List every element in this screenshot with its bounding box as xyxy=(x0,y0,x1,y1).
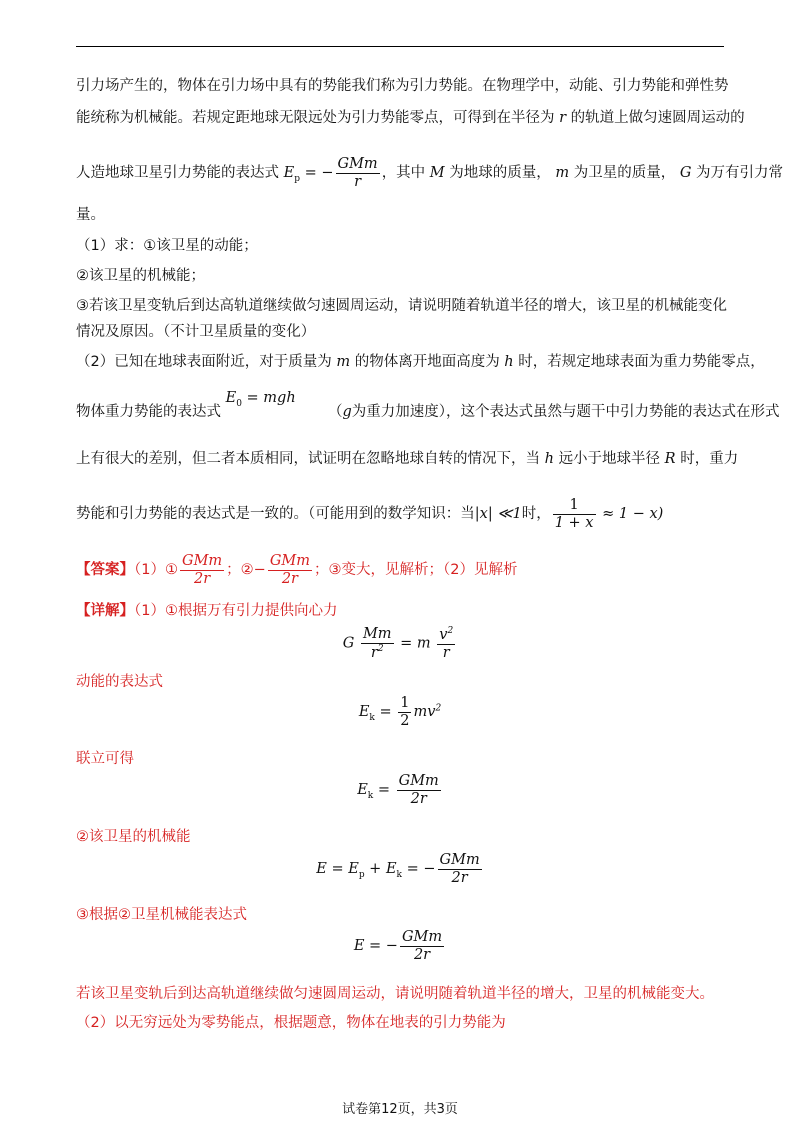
q2-text: 的物体离开地面高度为 xyxy=(354,354,500,370)
q2-line-3: 上有很大的差别，但二者本质相同，试证明在忽略地球自转的情况下，当 h 远小于地球半径 R 时，重力 xyxy=(76,451,739,467)
detail-q2-start xyxy=(76,1013,506,1033)
answer-text: ；③变大，见解析；（2）见解析 xyxy=(314,562,518,579)
gravity-energy-formula: $E_0$ = mgh xyxy=(225,390,296,409)
q2-line-1: （2）已知在地球表面附近，对于质量为 m 的物体离开地面高度为 h 时，若规定地球表面为重力势能零点， xyxy=(76,354,765,370)
q1-text: ②该卫星的机械能； xyxy=(76,268,205,284)
intro-text: 人造地球卫星引力势能的表达式 xyxy=(76,165,279,182)
q1-line-3 xyxy=(76,296,727,316)
q2-line-4 xyxy=(76,497,663,531)
answer-text: ；② xyxy=(226,562,254,579)
detail-text: 联立可得 xyxy=(76,751,134,767)
q2-line-2: 物体重力势能的表达式 $E_0$ = mgh （g为重力加速度），这个表达式虽然与题干中引力势能的表达式在形式 xyxy=(76,390,780,420)
centripetal-equation: G $\frac{Mm}{r^2}$ = m $\frac{v^2}{r}$ xyxy=(342,626,454,661)
kinetic-result-equation: $E_k$ = $\frac{\text{GMm}}{2r}$ xyxy=(357,773,439,807)
answer-text: （1）① xyxy=(134,562,178,579)
detail-text: ②该卫星的机械能 xyxy=(76,829,191,845)
q1-text: 情况及原因。（不计卫星质量的变化） xyxy=(76,324,316,340)
intro-text: 引力场产生的，物体在引力场中具有的势能我们称为引力势能。在物理学中，动能、引力势能和弹性势 xyxy=(76,78,729,94)
detail-label: 【详解】 xyxy=(76,603,134,619)
q2-text: 势能和引力势能的表达式是一致的。（可能用到的数学知识：当 xyxy=(76,506,475,523)
intro-line-3: 人造地球卫星引力势能的表达式 $E_p$ = − $\frac{\text{GMm}}{r}$ ，其中 M 为地球的质量， m 为卫星的质量， G 为万有引力常 xyxy=(76,156,784,190)
detail-mech xyxy=(76,827,191,847)
q1-line-1 xyxy=(76,236,258,256)
answer-label: 【答案】 xyxy=(76,562,134,579)
q1-line-4 xyxy=(76,322,315,342)
detail-text: 若该卫星变轨后到达高轨道继续做匀速圆周运动，请说明随着轨道半径的增大，卫星的机械能变大。 xyxy=(76,986,714,1002)
kinetic-equation: $E_k$ = $\frac{1}{2}$ $mv^2$ xyxy=(358,695,442,729)
q1-line-2 xyxy=(76,266,205,286)
answer-line: 【答案】（1）① $\frac{\text{GMm}}{2r}$ ；②− $\frac{\text{GMm}}{2r}$ ；③变大，见解析；（2）见解析 xyxy=(76,553,518,587)
potential-energy-formula: $E_p$ = − $\frac{\text{GMm}}{r}$ xyxy=(283,156,378,190)
detail-conclusion xyxy=(76,984,714,1004)
intro-text: 能统称为机械能。若规定距地球无限远处为引力势能零点，可得到在半径为 xyxy=(76,110,555,126)
detail-kinetic xyxy=(76,672,163,692)
intro-text: 为卫星的质量， xyxy=(573,165,676,182)
detail-text: （2）以无穷远处为零势能点，根据题意，物体在地表的引力势能为 xyxy=(76,1015,506,1031)
detail-by xyxy=(76,905,247,925)
intro-text: 为地球的质量， xyxy=(449,165,551,182)
mechanical-energy-result: E = − $\frac{\text{GMm}}{2r}$ xyxy=(353,929,443,963)
detail-text: ③根据②卫星机械能表达式 xyxy=(76,907,247,923)
q2-text: 时，若规定地球表面为重力势能零点， xyxy=(518,354,765,370)
q2-text: 时， xyxy=(521,506,551,523)
q2-text: 为重力加速度），这个表达式虽然与题干中引力势能的表达式在形式 xyxy=(351,404,780,420)
detail-text: 动能的表达式 xyxy=(76,674,163,690)
intro-line-4 xyxy=(76,205,105,225)
header-rule xyxy=(76,46,724,47)
detail-line-1 xyxy=(76,601,337,621)
q1-text: （1）求：①该卫星的动能； xyxy=(76,238,258,254)
intro-line-1 xyxy=(76,76,729,96)
page-footer: 试卷第12页，共3页 xyxy=(342,1102,458,1117)
q2-text: 物体重力势能的表达式 xyxy=(76,404,221,420)
intro-text: 的轨道上做匀速圆周运动的 xyxy=(570,110,745,126)
intro-line-2: 能统称为机械能。若规定距地球无限远处为引力势能零点，可得到在半径为 r 的轨道上做匀速圆周运动的 xyxy=(76,110,745,126)
q2-text: （2）已知在地球表面附近，对于质量为 xyxy=(76,354,332,370)
intro-text: ，其中 xyxy=(381,165,426,182)
approximation-formula: $\frac{1}{1 + x}$ ≈ 1 − x) xyxy=(554,497,664,531)
condition-formula: |x| ≪1 xyxy=(474,506,522,523)
q1-text: ③若该卫星变轨后到达高轨道继续做匀速圆周运动，请说明随着轨道半径的增大，该卫星的机械能变化 xyxy=(76,298,727,314)
intro-text: 为万有引力常 xyxy=(696,165,784,182)
intro-text: 量。 xyxy=(76,207,105,223)
q2-text: 上有很大的差别，但二者本质相同，试证明在忽略地球自转的情况下，当 xyxy=(76,451,540,467)
detail-combine xyxy=(76,749,134,769)
detail-text: （1）①根据万有引力提供向心力 xyxy=(134,603,338,619)
q2-text: 时，重力 xyxy=(680,451,739,467)
q2-text: 远小于地球半径 xyxy=(558,451,661,467)
mechanical-energy-equation: $E = E_p + E_k$ = − $\frac{\text{GMm}}{2r}$ xyxy=(316,852,480,886)
